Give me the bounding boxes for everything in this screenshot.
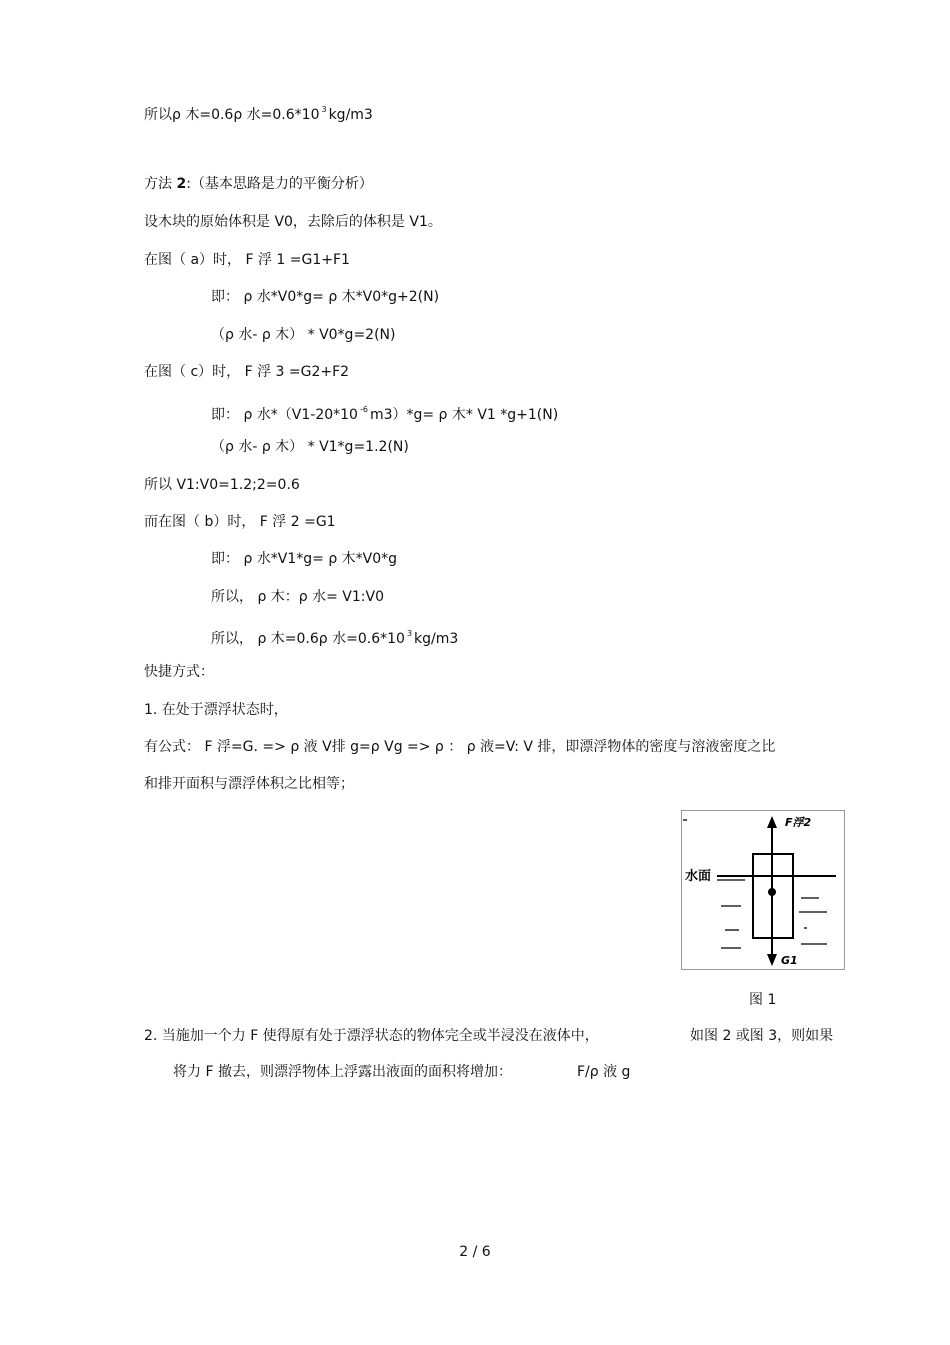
shortcut-item-2-formula: F/ρ 液 g — [577, 1064, 631, 1080]
superscript: -6 — [359, 405, 368, 414]
line-conclusion-1: 所以ρ 木=0.6ρ 水=0.6*10 $^3$ kg/m3 — [144, 105, 373, 123]
method-2-heading: 方法 2:（基本思路是力的平衡分析） — [144, 176, 373, 192]
line-equation-a2: （ρ 水- ρ 木） * V0*g=2(N) — [211, 327, 396, 343]
line-equation-c2: （ρ 水- ρ 木） * V1*g=1.2(N) — [211, 439, 409, 455]
figure-1-diagram — [681, 810, 845, 970]
line-figure-a: 在图（ a）时， F 浮 1 =G1+F1 — [144, 252, 350, 268]
superscript: 3 — [406, 629, 413, 638]
shortcut-item-2-line2: 将力 F 撤去，则漂浮物体上浮露出液面的面积将增加： — [173, 1064, 512, 1080]
center-point — [768, 888, 776, 896]
water-surface-label: 水面 — [685, 869, 712, 884]
line-ratio: 所以 V1:V0=1.2;2=0.6 — [144, 477, 300, 493]
figure-caption: 图 1 — [749, 992, 777, 1008]
line-equation-a: 即： ρ 水*V0*g= ρ 木*V0*g+2(N) — [211, 289, 440, 305]
shortcut-item-1: 1. 在处于漂浮状态时， — [144, 702, 288, 718]
shortcut-formula-cont: 和排开面积与漂浮体积之比相等； — [144, 776, 354, 792]
line-figure-b: 而在图（ b）时， F 浮 2 =G1 — [144, 514, 336, 530]
line-conclusion-2: 所以， ρ 木=0.6ρ 水=0.6*10 $^3$ kg/m3 — [211, 629, 459, 647]
line-equation-c: 即： ρ 水*（V1-20*10 $^{-6}$ m3）*g= ρ 木* V1 *g+1(N) — [211, 405, 559, 423]
line-equation-b: 即： ρ 水*V1*g= ρ 木*V0*g — [211, 551, 398, 567]
shortcut-item-2: 2. 当施加一个力 F 使得原有处于漂浮状态的物体完全或半浸没在液体中， — [144, 1028, 599, 1044]
shortcut-formula: 有公式： F 浮=G. => ρ 液 V排 g=ρ Vg => ρ ： ρ 液=V: V 排，即漂浮物体的密度与溶液密度之比 — [144, 739, 776, 755]
force-down-label: G1 — [781, 954, 798, 967]
force-up-label: F浮2 — [785, 816, 812, 829]
line-figure-c: 在图（ c）时， F 浮 3 =G2+F2 — [144, 364, 350, 380]
line-volume-definition: 设木块的原始体积是 V0，去除后的体积是 V1。 — [144, 214, 442, 230]
shortcut-item-2-cont: 如图 2 或图 3，则如果 — [690, 1028, 834, 1044]
superscript: 3 — [321, 105, 327, 114]
page-number: 2 / 6 — [459, 1244, 491, 1260]
line-density-ratio: 所以， ρ 木：ρ 水= V1:V0 — [211, 589, 384, 605]
shortcut-heading: 快捷方式： — [144, 664, 214, 680]
